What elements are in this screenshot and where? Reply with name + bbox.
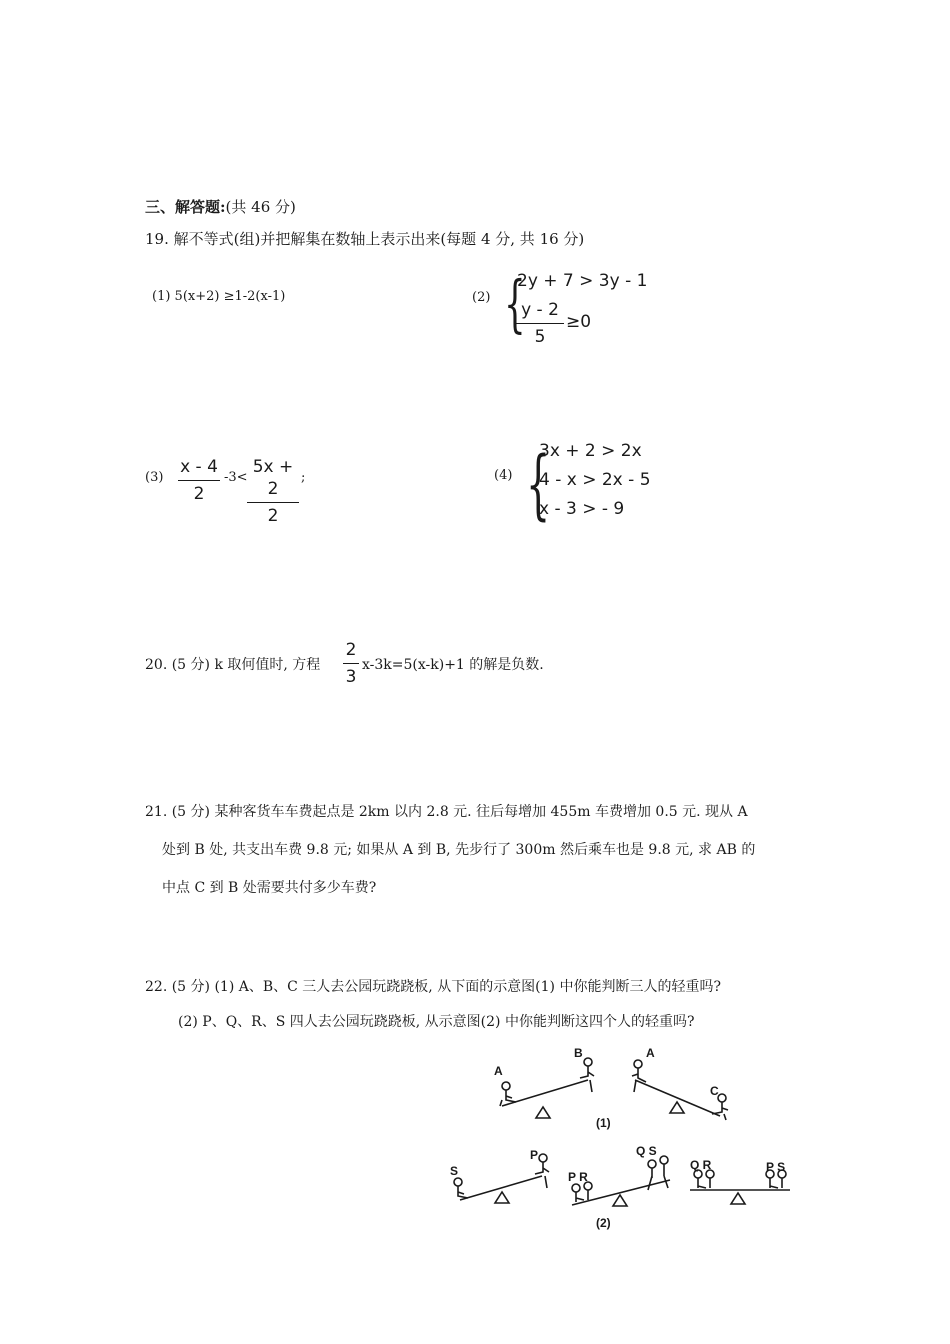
label-fig1-right-low: C <box>710 1084 719 1098</box>
q19-part3-label: (3) <box>145 470 164 485</box>
person-figure <box>580 1058 594 1092</box>
q19-part1: (1) 5(x+2) ≥1-2(x-1) <box>152 289 286 304</box>
label-fig2a-low: S <box>450 1164 459 1178</box>
caption-fig1: (1) <box>596 1116 611 1130</box>
person-figure <box>454 1178 468 1198</box>
q20-prefix: 20. (5 分) k 取何值时, 方程 <box>145 657 321 673</box>
caption-fig2: (2) <box>596 1216 611 1230</box>
q19-part4-line1: 3x + 2 > 2x <box>539 441 642 461</box>
label-fig2c-left: Q R <box>690 1158 712 1172</box>
q22-line1: 22. (5 分) (1) A、B、C 三人去公园玩跷跷板, 从下面的示意图(1) 中你能判断三人的轻重吗? <box>145 979 721 995</box>
q19-part2-line1: 2y + 7 > 3y - 1 <box>517 271 648 291</box>
person-figure <box>572 1182 592 1202</box>
q21-line3: 中点 C 到 B 处需要共付多少车费? <box>162 880 377 896</box>
q22-line2: (2) P、Q、R、S 四人去公园玩跷跷板, 从示意图(2) 中你能判断这四个人的轻重吗? <box>178 1014 695 1030</box>
q19-part4-label: (4) <box>494 468 513 483</box>
section-title: 三、解答题: <box>145 198 226 216</box>
section-points: (共 46 分) <box>225 198 296 216</box>
fulcrum <box>613 1195 627 1206</box>
q19-stem: 19. 解不等式(组)并把解集在数轴上表示出来(每题 4 分, 共 16 分) <box>145 230 585 248</box>
q19-part4-brace: { <box>526 439 551 528</box>
q19-part2-brace: { <box>504 267 526 340</box>
label-fig1-right-high: A <box>646 1046 655 1060</box>
q19-part3-right-num: 5x + 2 <box>252 457 294 499</box>
q19-part2-fraction <box>516 299 564 348</box>
q19-part3-left-den: 2 <box>193 484 205 504</box>
q20-fraction <box>343 639 359 688</box>
q19-part3-mid: -3< <box>224 470 248 485</box>
fulcrum <box>670 1102 684 1113</box>
q19-part4-line3: x - 3 > - 9 <box>539 499 625 519</box>
label-fig2b-right: Q S <box>636 1144 657 1158</box>
q20-suffix: x-3k=5(x-k)+1 的解是负数. <box>362 657 544 673</box>
label-fig1-left-high: B <box>574 1046 583 1060</box>
person-figure <box>694 1170 714 1188</box>
q19-part2-frac-den: 5 <box>534 327 546 347</box>
section-heading <box>145 196 296 217</box>
fulcrum <box>495 1192 509 1203</box>
label-fig1-left-low: A <box>494 1064 503 1078</box>
fraction-bar <box>247 502 299 503</box>
fraction-bar <box>343 663 359 664</box>
seesaw-figure <box>440 1040 820 1240</box>
q19-part2-frac-num: y - 2 <box>521 300 559 320</box>
person-figure <box>632 1060 646 1092</box>
fulcrum <box>536 1107 550 1118</box>
q20-frac-den: 3 <box>345 667 357 687</box>
q19-part2-label: (2) <box>472 290 491 305</box>
fraction-bar <box>178 480 220 481</box>
q20-frac-num: 2 <box>345 640 357 660</box>
q19-part3-right-fraction <box>247 456 299 527</box>
q19-part3-left-fraction <box>178 456 220 505</box>
q21-line1: 21. (5 分) 某种客货车车费起点是 2km 以内 2.8 元. 往后每增加 455m 车费增加 0.5 元. 现从 A <box>145 804 748 820</box>
q19-part3-right-den: 2 <box>267 506 279 526</box>
label-fig2b-left: P R <box>568 1170 588 1184</box>
fulcrum <box>731 1193 745 1204</box>
q19-part3-end: ; <box>301 470 306 485</box>
label-fig2c-right: P S <box>766 1160 786 1174</box>
q19-part2-tail: ≥0 <box>566 312 592 332</box>
q19-part4-line2: 4 - x > 2x - 5 <box>539 470 651 490</box>
q21-line2: 处到 B 处, 共支出车费 9.8 元; 如果从 A 到 B, 先步行了 300m 然后乘车也是 9.8 元, 求 AB 的 <box>162 842 756 858</box>
label-fig2a-high: P <box>530 1148 539 1162</box>
fraction-bar <box>516 323 564 324</box>
q19-part3-left-num: x - 4 <box>180 457 218 477</box>
